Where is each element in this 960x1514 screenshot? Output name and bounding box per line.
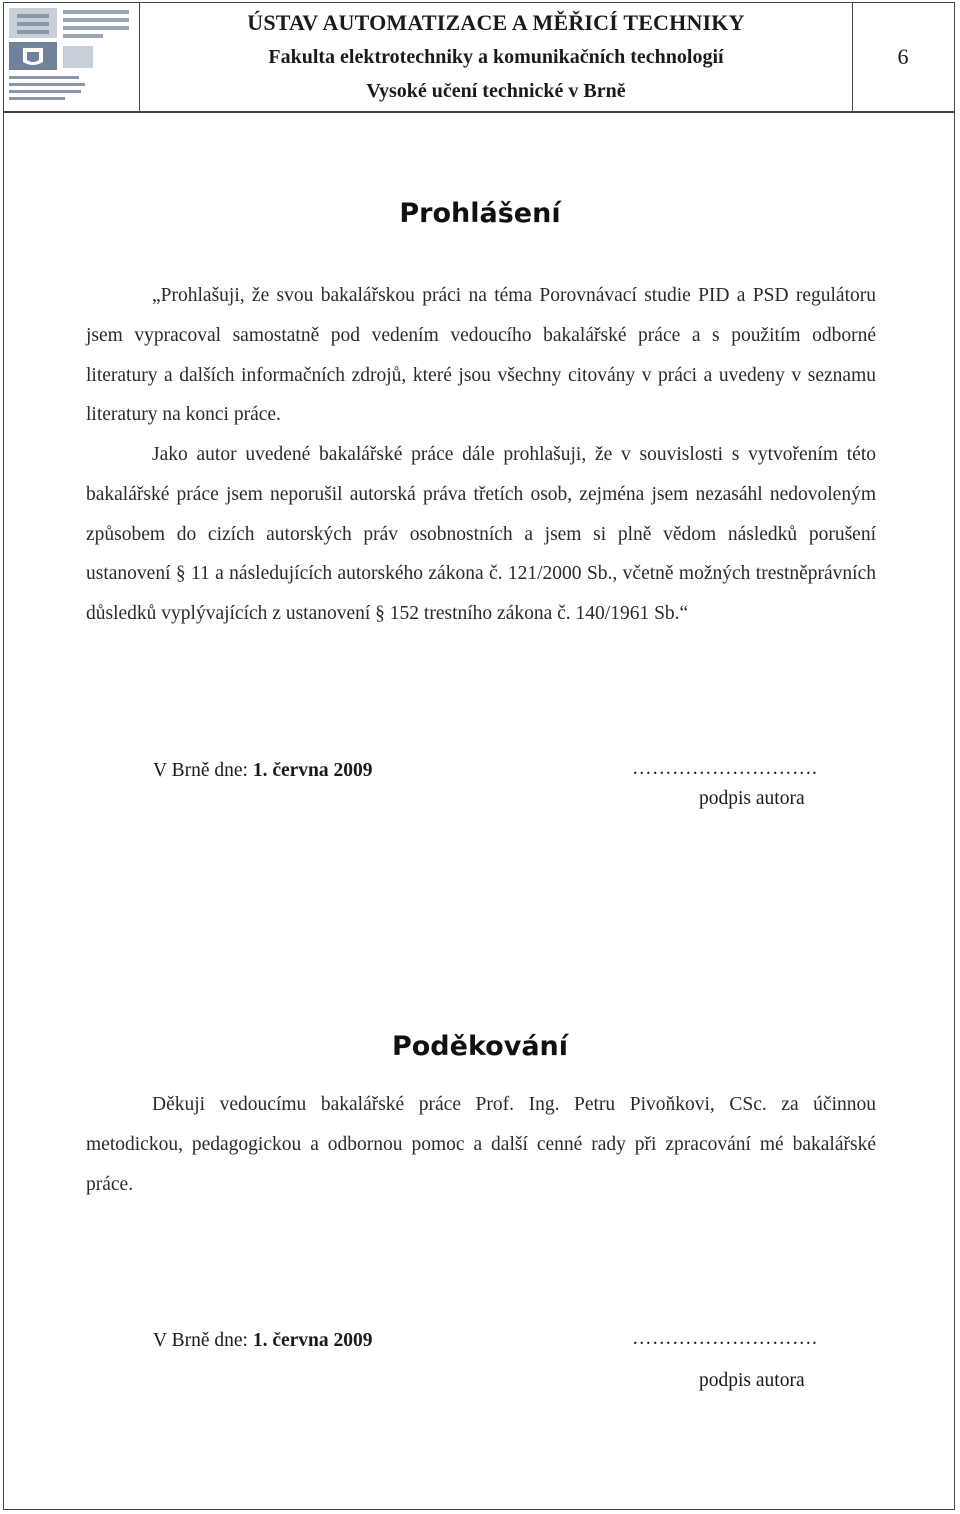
declaration-title: Prohlášení	[399, 198, 561, 229]
signing-date: 1. června 2009	[252, 760, 373, 781]
institute-name: ÚSTAV AUTOMATIZACE A MĚŘICÍ TECHNIKY	[247, 10, 745, 35]
place-label: V Brně dne:	[153, 760, 248, 781]
university-logo	[3, 2, 140, 111]
signature-line: ……………………….	[632, 758, 818, 779]
page-header	[3, 2, 955, 113]
university-name: Vysoké učení technické v Brně	[366, 80, 626, 102]
signing-date: 1. června 2009	[252, 1330, 373, 1351]
header-title-block	[140, 2, 853, 111]
acknowledgement-paragraph: Děkuji vedoucímu bakalářské práce Prof. Ing. Petru Pivoňkovi, CSc. za účinnou metodickou, pedagogickou a odbornou pomoc a další cenné rady při zpracování mé bakalářské práce.	[86, 1094, 876, 1195]
faculty-name: Fakulta elektrotechniky a komunikačních technologií	[268, 46, 724, 68]
page-number: 6	[897, 44, 909, 69]
acknowledgement-date-line	[153, 1330, 373, 1352]
signature-label: podpis autora	[699, 1370, 805, 1391]
declaration-paragraph-2: Jako autor uvedené bakalářské práce dále prohlašuji, že v souvislosti s vytvořením této bakalářské práce jsem neporušil autorská práva třetích osob, zejména jsem nezasáhl nedovoleným způsobem do cizích autorských práv osobnostních a jsem si plně vědom následků porušení ustanovení § 11 a následujících autorského zákona č. 121/2000 Sb., včetně možných trestněprávních důsledků vyplývajících z ustanovení § 152 trestního zákona č. 140/1961 Sb.“	[86, 444, 876, 625]
place-label: V Brně dne:	[153, 1330, 248, 1351]
faculty-logo-icon	[7, 6, 135, 108]
declaration-paragraph-1: „Prohlašuji, že svou bakalářskou práci na téma Porovnávací studie PID a PSD regulátoru jsem vypracoval samostatně pod vedením vedoucího bakalářské práce a s použitím odborné literatury a dalších informačních zdrojů, které jsou všechny citovány v práci a uvedeny v seznamu literatury na konci práce.	[86, 285, 876, 426]
declaration-date-line	[153, 760, 373, 782]
signature-label: podpis autora	[699, 788, 805, 809]
acknowledgement-title: Poděkování	[391, 1031, 569, 1062]
signature-line: ……………………….	[632, 1328, 818, 1349]
